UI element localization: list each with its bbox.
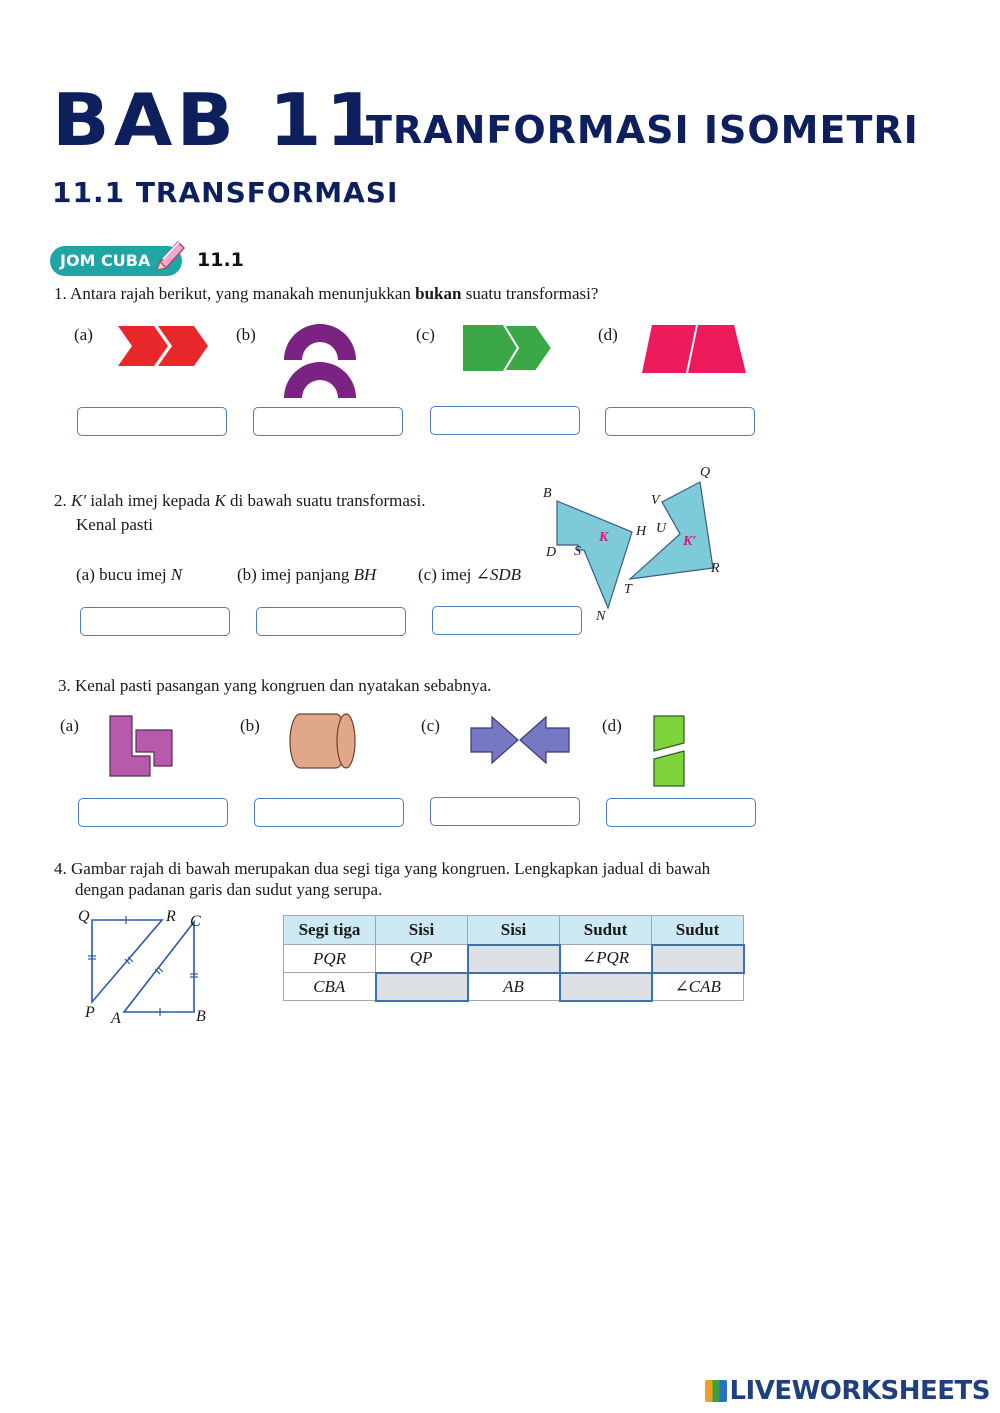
q2-k: K [214,491,226,510]
table-header-cell: Sudut [652,916,744,945]
table-cell: QP [376,945,468,973]
q2-part-c-text: (c) imej [418,565,476,584]
q3-option-c-label: (c) [421,716,440,735]
q2-part-b [237,565,376,585]
q4-label-R: R [166,908,176,925]
q2-label-T: T [624,582,632,597]
question-2-line1 [54,491,426,511]
q2-part-a [76,565,182,585]
table-header-row [284,916,744,945]
question-3-text: 3. Kenal pasti pasangan yang kongruen dan nyatakan sebabnya. [58,676,492,695]
table-header-cell: Sisi [376,916,468,945]
table-header-cell: Sisi [468,916,560,945]
table-cell: ∠PQR [560,945,652,973]
q3c-blue-arrows [468,714,572,766]
badge-number: 11.1 [197,249,244,271]
q2-line1-post: di bawah suatu transformasi. [225,491,426,510]
q3d-answer-box[interactable] [606,798,756,827]
liveworksheets-logo[interactable] [705,1376,990,1406]
q3b-tan-cylinder [288,710,360,772]
q2-line1-mid: ialah imej kepada [86,491,215,510]
badge-label: JOM CUBA [60,251,151,270]
table-answer-input[interactable] [560,973,652,1001]
q4-label-A: A [111,1010,121,1027]
table-header-cell: Segi tiga [284,916,376,945]
question-2-line2: Kenal pasti [76,515,153,534]
question-4-line1: 4. Gambar rajah di bawah merupakan dua segi tiga yang kongruen. Lengkapkan jadual di bawah [54,859,711,878]
question-4-line2: dengan padanan garis dan sudut yang serupa. [75,880,383,899]
table-answer-input[interactable] [468,945,560,973]
q3c-answer-box[interactable] [430,797,580,826]
table-cell: CBA [284,973,376,1001]
q1a-red-chevrons [114,322,214,372]
q2-transformation-diagram [540,460,740,630]
q2-part-a-text: (a) bucu imej [76,565,171,584]
q4-label-P: P [85,1004,95,1021]
q2c-answer-box[interactable] [432,606,582,635]
table-answer-input[interactable] [652,945,744,973]
liveworksheets-logo-text: LIVEWORKSHEETS [729,1376,990,1406]
q2-label-N: N [596,609,606,624]
q3-option-a-label: (a) [60,716,79,735]
table-cell: AB [468,973,560,1001]
q1b-purple-arches [280,320,360,400]
q2-part-a-var: N [170,565,183,584]
table-row [284,973,744,1001]
q2-label-S: S [574,544,581,559]
q1-option-b-label: (b) [236,325,256,344]
q2-label-K-prime: K′ [683,534,697,549]
chapter-title: BAB 11 [52,78,383,162]
q2-label-V: V [651,493,660,508]
liveworksheets-logo-icon [705,1380,727,1402]
q1-option-c-label: (c) [416,325,435,344]
section-title: 11.1 TRANSFORMASI [52,176,399,209]
q2a-answer-box[interactable] [80,607,230,636]
q2-label-H: H [636,524,647,539]
q1c-answer-box[interactable] [430,406,580,435]
q2-part-b-var: BH [353,565,377,584]
q2-label-Q: Q [700,465,711,480]
q2-part-b-text: (b) imej panjang [237,565,354,584]
q1b-answer-box[interactable] [253,407,403,436]
q1-option-a-label: (a) [74,325,93,344]
q3d-lime-rectangles [650,713,688,789]
q4-label-Q: Q [78,908,90,925]
q1c-green-shapes [460,322,556,376]
chapter-subject: TRANFORMASI ISOMETRI [366,108,919,152]
q2-label-R: R [711,561,720,576]
q4-correspondence-table [283,915,745,1002]
q1d-answer-box[interactable] [605,407,755,436]
q3-option-b-label: (b) [240,716,260,735]
table-cell: PQR [284,945,376,973]
q2-label-B: B [543,486,552,501]
q1a-answer-box[interactable] [77,407,227,436]
q2-part-c [418,565,521,585]
q1-text-post: suatu transformasi? [461,284,599,303]
q4-label-C: C [190,913,201,930]
q3a-magenta-l-shapes [104,712,180,782]
q3-option-d-label: (d) [602,716,622,735]
q2-label-K: K [599,530,609,545]
table-row [284,945,744,973]
q2-k-prime: K′ [71,491,87,510]
q2-label-D: D [546,545,557,560]
q2b-answer-box[interactable] [256,607,406,636]
q3a-answer-box[interactable] [78,798,228,827]
q4-label-B: B [196,1008,206,1025]
q1-option-d-label: (d) [598,325,618,344]
q1-text-bold: bukan [415,284,462,303]
pencil-icon [154,236,188,270]
q1d-pink-parallelograms [640,322,750,376]
question-1-text [54,284,598,304]
table-cell: ∠CAB [652,973,744,1001]
q2-label-U: U [656,521,667,536]
q1-text-pre: 1. Antara rajah berikut, yang manakah menunjukkan [54,284,416,303]
q2-number: 2. [54,491,67,510]
q2-part-c-var: ∠SDB [475,565,521,584]
table-answer-input[interactable] [376,973,468,1001]
q3b-answer-box[interactable] [254,798,404,827]
table-header-cell: Sudut [560,916,652,945]
